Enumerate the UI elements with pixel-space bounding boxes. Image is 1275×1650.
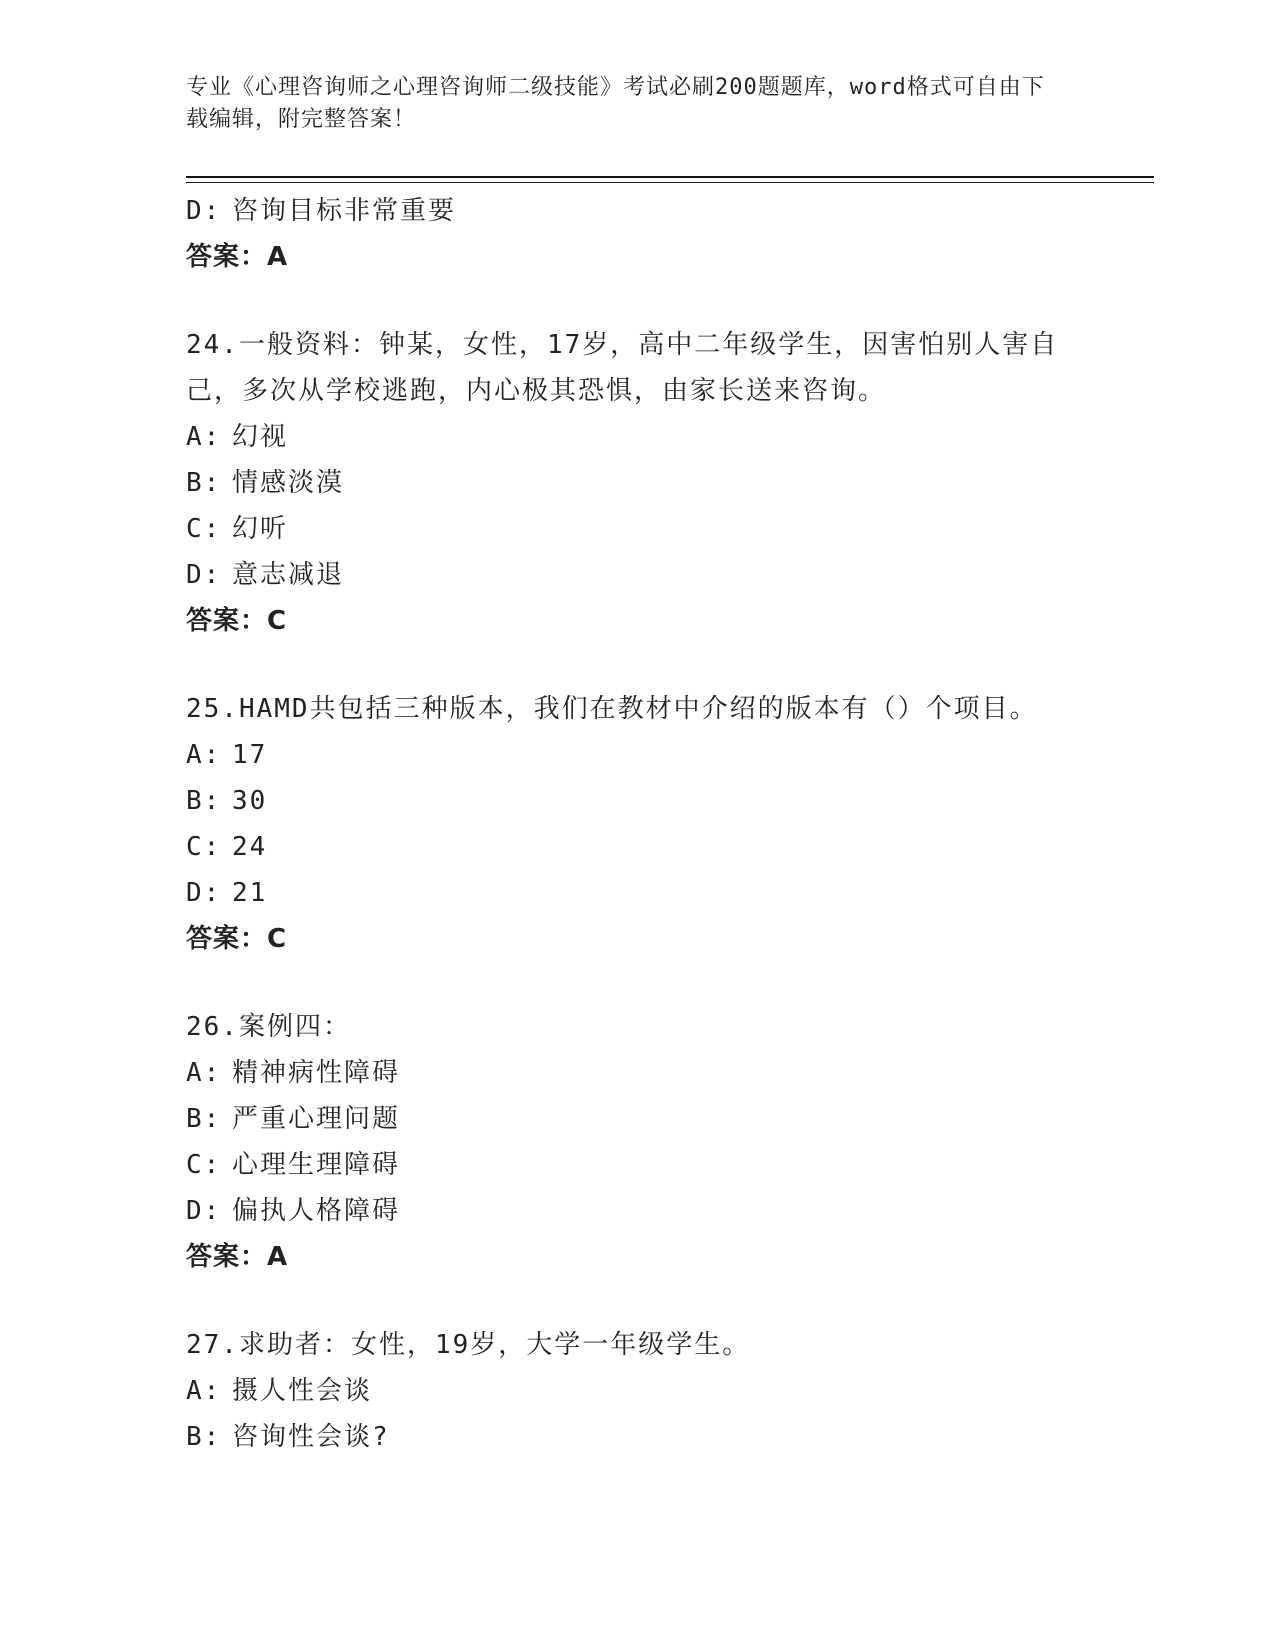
option-c <box>186 1142 1086 1188</box>
option-b <box>186 1414 1086 1460</box>
option-c <box>186 824 1086 870</box>
option-key: D: <box>186 196 222 226</box>
option-text: 30 <box>232 786 268 816</box>
option-key: C: <box>186 832 222 862</box>
option-key: A: <box>186 422 222 452</box>
header-divider-thick <box>186 176 1154 178</box>
option-key: B: <box>186 1422 222 1452</box>
answer-line: 答案：A <box>186 1242 289 1272</box>
option-text: 摄人性会谈 <box>232 1376 373 1406</box>
option-b <box>186 778 1086 824</box>
question-stem: 27.求助者：女性，19岁，大学一年级学生。 <box>186 1330 751 1360</box>
option-b <box>186 1096 1086 1142</box>
answer-line: 答案：C <box>186 924 288 954</box>
option-text: 幻听 <box>232 514 289 544</box>
document-header: 专业《心理咨询师之心理咨询师二级技能》考试必刷200题题库，word格式可自由下载编辑，附完整答案！ <box>186 75 1045 132</box>
option-text: 偏执人格障碍 <box>232 1196 401 1226</box>
option-d <box>186 870 1086 916</box>
option-key: D: <box>186 878 222 908</box>
option-key: A: <box>186 1058 222 1088</box>
option-c <box>186 506 1086 552</box>
option-key: B: <box>186 468 222 498</box>
spacer <box>186 644 1086 686</box>
option-key: B: <box>186 1104 222 1134</box>
spacer <box>186 280 1086 322</box>
spacer <box>186 962 1086 1004</box>
option-a <box>186 1050 1086 1096</box>
option-text: 精神病性障碍 <box>232 1058 401 1088</box>
option-text: 21 <box>232 878 268 908</box>
option-key: A: <box>186 740 222 770</box>
question-stem: 26.案例四： <box>186 1012 351 1042</box>
option-text: 咨询性会谈? <box>232 1422 390 1452</box>
question-stem: 24.一般资料：钟某，女性，17岁，高中二年级学生，因害怕别人害自己，多次从学校逃跑，内心极其恐惧，由家长送来咨询。 <box>186 330 1059 406</box>
option-b <box>186 460 1086 506</box>
answer-line: 答案：C <box>186 606 288 636</box>
header-divider-thin <box>186 182 1154 183</box>
option-key: C: <box>186 514 222 544</box>
option-text: 17 <box>232 740 268 770</box>
option-d <box>186 552 1086 598</box>
option-key: B: <box>186 786 222 816</box>
answer-line: 答案：A <box>186 242 289 272</box>
option-a <box>186 732 1086 778</box>
option-a <box>186 1368 1086 1414</box>
question-list <box>186 188 1086 1460</box>
option-d <box>186 188 1086 234</box>
option-a <box>186 414 1086 460</box>
option-d <box>186 1188 1086 1234</box>
option-key: C: <box>186 1150 222 1180</box>
option-text: 咨询目标非常重要 <box>232 196 457 226</box>
option-text: 情感淡漠 <box>232 468 345 498</box>
option-key: D: <box>186 1196 222 1226</box>
question-stem: 25.HAMD共包括三种版本，我们在教材中介绍的版本有（）个项目。 <box>186 694 1038 724</box>
option-text: 幻视 <box>232 422 289 452</box>
spacer <box>186 1280 1086 1322</box>
option-text: 严重心理问题 <box>232 1104 401 1134</box>
option-key: D: <box>186 560 222 590</box>
option-key: A: <box>186 1376 222 1406</box>
option-text: 意志减退 <box>232 560 345 590</box>
option-text: 心理生理障碍 <box>232 1150 401 1180</box>
option-text: 24 <box>232 832 268 862</box>
